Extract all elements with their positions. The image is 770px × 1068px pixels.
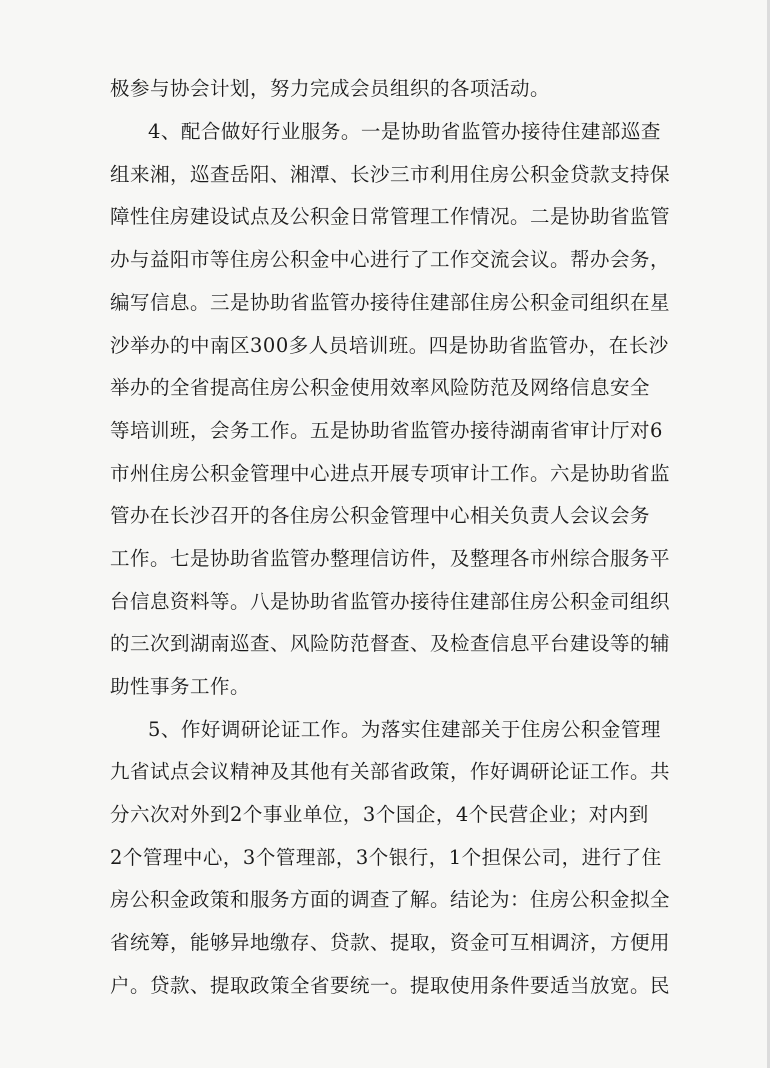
text-line: 极参与协会计划，努力完成会员组织的各项活动。 (110, 77, 551, 100)
text-line: 九省试点会议精神及其他有关部省政策，作好调研论证工作。共 (110, 760, 671, 783)
paragraph-4-first-line: 4、配合做好行业服务。一是协助省监管办接待住建部巡查 (148, 120, 661, 143)
text-line: 组来湘，巡查岳阳、湘潭、长沙三市利用住房公积金贷款支持保 (110, 163, 671, 186)
text-line: 房公积金政策和服务方面的调查了解。结论为：住房公积金拟全 (110, 888, 671, 911)
text-line: 管办在长沙召开的各住房公积金管理中心相关负责人会议会务 (110, 504, 651, 527)
text-line: 编写信息。三是协助省监管办接待住建部住房公积金司组织在星 (110, 291, 671, 314)
text-line: 工作。七是协助省监管办整理信访件，及整理各市州综合服务平 (110, 547, 671, 570)
text-line: 办与益阳市等住房公积金中心进行了工作交流会议。帮办会务， (110, 248, 671, 271)
text-line: 障性住房建设试点及公积金日常管理工作情况。二是协助省监管 (110, 205, 671, 228)
text-line: 户。贷款、提取政策全省要统一。提取使用条件要适当放宽。民 (110, 974, 671, 997)
text-line: 举办的全省提高住房公积金使用效率风险防范及网络信息安全 (110, 376, 651, 399)
text-line: 助性事务工作。 (110, 675, 251, 698)
text-line: 台信息资料等。八是协助省监管办接待住建部住房公积金司组织 (110, 590, 671, 613)
text-line: 的三次到湖南巡查、风险防范督查、及检查信息平台建设等的辅 (110, 632, 671, 655)
text-line: 2个管理中心，3个管理部，3个银行，1个担保公司，进行了住 (110, 846, 662, 869)
text-line: 省统筹，能够异地缴存、贷款、提取，资金可互相调济，方便用 (110, 931, 671, 954)
text-line: 等培训班，会务工作。五是协助省监管办接待湖南省审计厅对6 (110, 419, 663, 442)
text-line: 沙举办的中南区300多人员培训班。四是协助省监管办，在长沙 (110, 334, 669, 357)
paragraph-5-first-line: 5、作好调研论证工作。为落实住建部关于住房公积金管理 (148, 718, 661, 741)
text-line: 市州住房公积金管理中心进点开展专项审计工作。六是协助省监 (110, 462, 671, 485)
text-line: 分六次对外到2个事业单位，3个国企，4个民营企业；对内到 (110, 803, 649, 826)
